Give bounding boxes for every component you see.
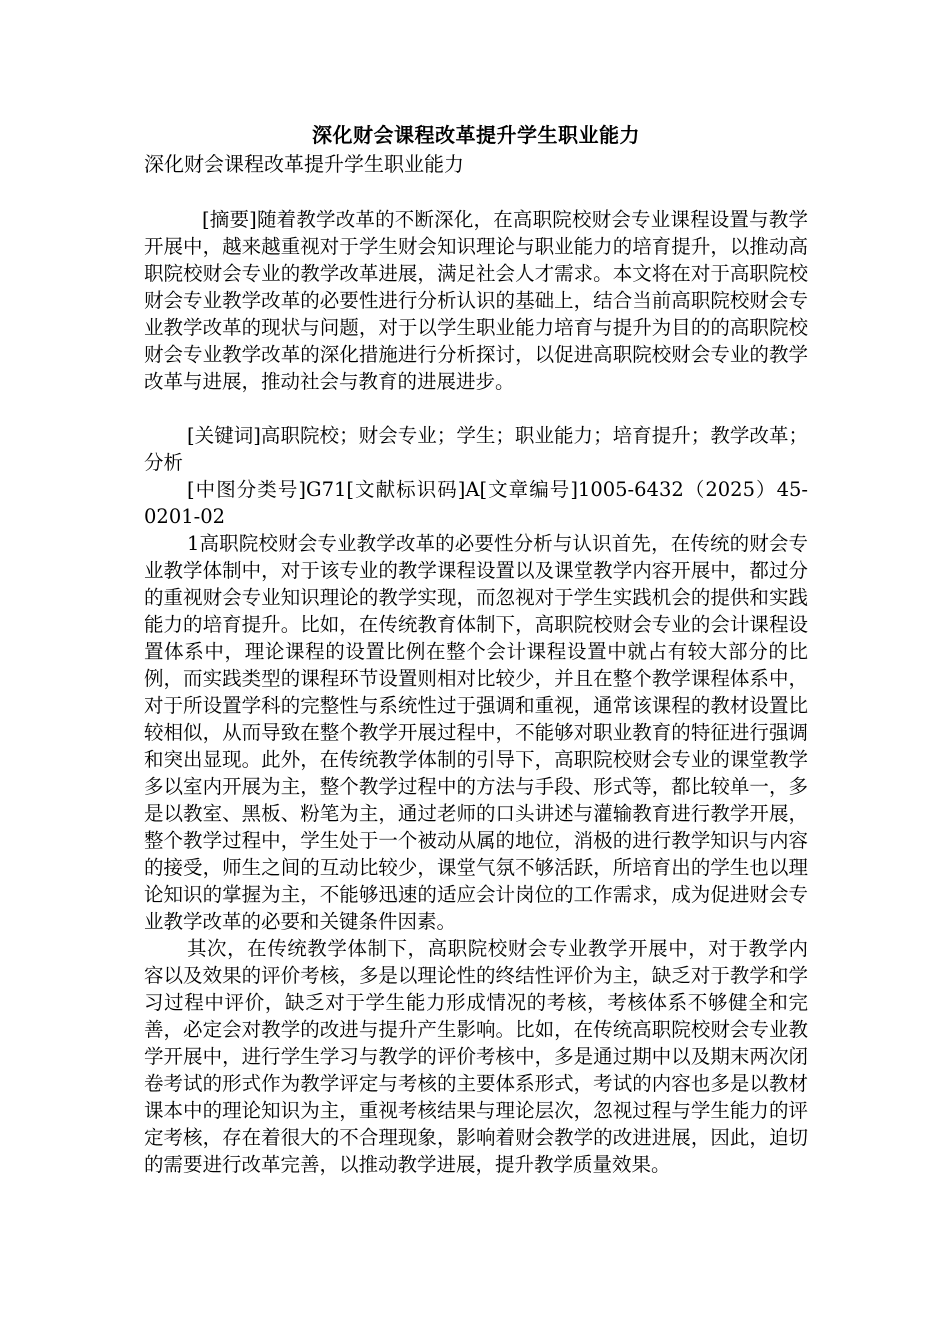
- abstract-paragraph: [摘要]随着教学改革的不断深化，在高职院校财会专业课程设置与教学开展中，越来越重视对于学生财会知识理论与职业能力的培育提升，以推动高职院校财会专业的教学改革进展，满足社会人才需求。本文将在对于高职院校财会专业教学改革的必要性进行分析认识的基础上，结合当前高职院校财会专业教学改革的现状与问题，对于以学生职业能力培育与提升为目的的高职院校财会专业教学改革的深化措施进行分析探讨，以促进高职院校财会专业的教学改革与进展，推动社会与教育的进展进步。: [144, 208, 808, 393]
- document-title: 深化财会课程改革提升学生职业能力: [312, 123, 640, 147]
- document-subtitle: 深化财会课程改革提升学生职业能力: [144, 152, 464, 176]
- document-page: [144, 120, 808, 1178]
- section2-paragraph: 其次，在传统教学体制下，高职院校财会专业教学开展中，对于教学内容以及效果的评价考核，多是以理论性的终结性评价为主，缺乏对于教学和学习过程中评价，缺乏对于学生能力形成情况的考核，考核体系不够健全和完善，必定会对教学的改进与提升产生影响。比如，在传统高职院校财会专业教学开展中，进行学生学习与教学的评价考核中，多是通过期中以及期末两次闭卷考试的形式作为教学评定与考核的主要体系形式，考试的内容也多是以教材课本中的理论知识为主，重视考核结果与理论层次，忽视过程与学生能力的评定考核，存在着很大的不合理现象，影响着财会教学的改进进展，因此，迫切的需要进行改革完善，以推动教学进展，提升教学质量效果。: [144, 937, 808, 1176]
- classification-paragraph: [中图分类号]G71[文献标识码]A[文章编号]1005-6432（2025）45-0201-02: [144, 478, 808, 528]
- section1-paragraph: 1高职院校财会专业教学改革的必要性分析与认识首先，在传统的财会专业教学体制中，对于该专业的教学课程设置以及课堂教学内容开展中，都过分的重视财会专业知识理论的教学实现，而忽视对于学生实践机会的提供和实践能力的培育提升。比如，在传统教育体制下，高职院校财会专业的会计课程设置体系中，理论课程的设置比例在整个会计课程设置中就占有较大部分的比例，而实践类型的课程环节设置则相对比较少，并且在整个教学课程体系中，对于所设置学科的完整性与系统性过于强调和重视，通常该课程的教材设置比较相似，从而导致在整个教学开展过程中，不能够对职业教育的特征进行强调和突出显现。此外，在传统教学体制的引导下，高职院校财会专业的课堂教学多以室内开展为主，整个教学过程中的方法与手段、形式等，都比较单一，多是以教室、黑板、粉笔为主，通过老师的口头讲述与灌输教育进行教学开展，整个教学过程中，学生处于一个被动从属的地位，消极的进行教学知识与内容的接受，师生之间的互动比较少，课堂气氛不够活跃，所培育出的学生也以理论知识的掌握为主，不能够迅速的适应会计岗位的工作需求，成为促进财会专业教学改革的必要和关键条件因素。: [144, 532, 808, 933]
- keywords-paragraph: [关键词]高职院校；财会专业；学生；职业能力；培育提升；教学改革；分析: [144, 424, 808, 474]
- spacer: [144, 395, 808, 422]
